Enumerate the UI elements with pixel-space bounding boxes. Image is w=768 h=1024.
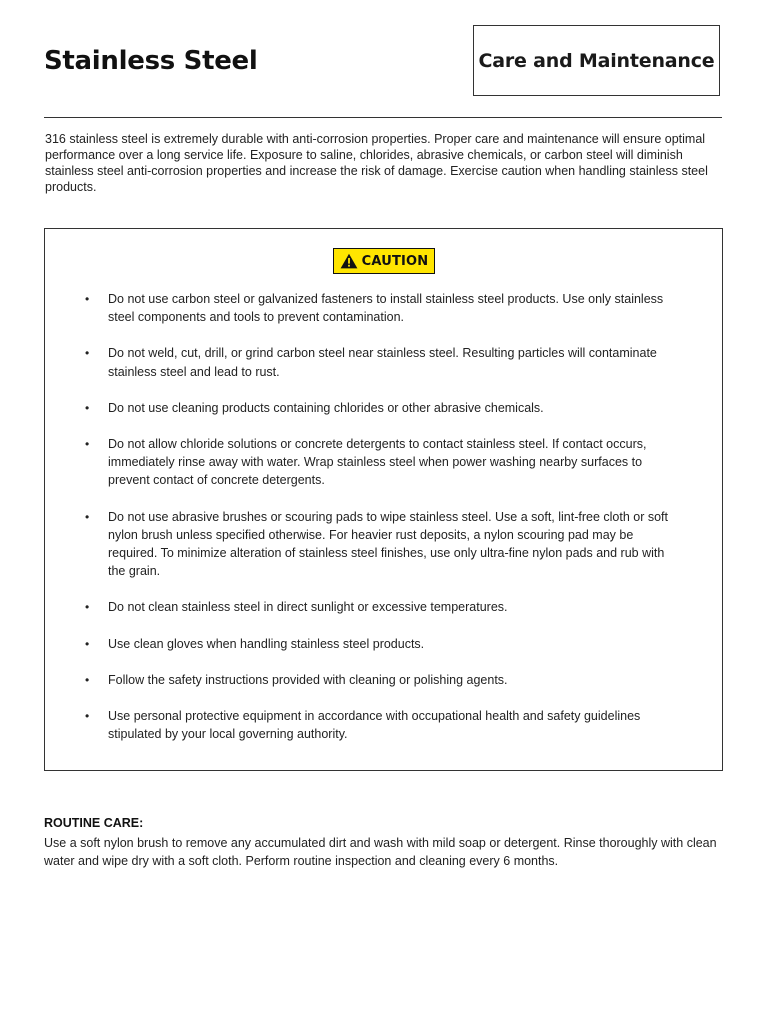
caution-item-text: Do not use carbon steel or galvanized fasteners to install stainless steel products. Use only stainless steel components and tools to prevent contamination. [108, 292, 664, 325]
caution-item: • Do not allow chloride solutions or concrete detergents to contact stainless steel. If contact occurs, immediately rinse away with water. Wrap stainless steel when power washing nearby surfaces to prevent contact of concrete detergents. [85, 437, 647, 488]
caution-list [85, 290, 685, 761]
caution-item-text: Do not use abrasive brushes or scouring pads to wipe stainless steel. Use a soft, lint-free cloth or soft nylon brush unless specified otherwise. For heavier rust deposits, a nylon scouring pad may be required. To minimize alteration of stainless steel finishes, use only ultra-fine nylon pads and rub with the grain. [108, 509, 668, 579]
caution-item-text: Do not allow chloride solutions or concrete detergents to contact stainless steel. If contact occurs, immediately rinse away with water. Wrap stainless steel when power washing nearby surfaces to prevent contact of concrete detergents. [108, 437, 647, 488]
caution-item-text: Use clean gloves when handling stainless steel products. [108, 636, 425, 651]
routine-care-text: Use a soft nylon brush to remove any accumulated dirt and wash with mild soap or detergent. Rinse thoroughly with clean water and wipe dry with a soft cloth. Perform routine inspection and cleaning every 6 months. [44, 836, 717, 868]
routine-care-heading: ROUTINE CARE: [44, 816, 144, 830]
section-label: Care and Maintenance [478, 49, 715, 72]
caution-item: • Use personal protective equipment in accordance with occupational health and safety guidelines stipulated by your local governing authority. [85, 709, 641, 742]
caution-item: • Do not clean stainless steel in direct sunlight or excessive temperatures. [85, 600, 508, 615]
warning-triangle-icon [340, 253, 358, 269]
caution-item: • Do not use abrasive brushes or scouring pads to wipe stainless steel. Use a soft, lint-free cloth or soft nylon brush unless specified otherwise. For heavier rust deposits, a nylon scouring pad may be required. To minimize alteration of stainless steel finishes, use only ultra-fine nylon pads and rub with the grain. [85, 509, 668, 579]
section-label-box [473, 25, 720, 96]
caution-item: • Follow the safety instructions provided with cleaning or polishing agents. [85, 672, 508, 687]
header-divider [44, 117, 722, 118]
caution-badge [333, 248, 435, 274]
caution-panel [44, 228, 723, 771]
caution-item-text: Use personal protective equipment in accordance with occupational health and safety guidelines stipulated by your local governing authority. [108, 709, 641, 742]
page-title: Stainless Steel [44, 46, 258, 76]
caution-item-text: Do not weld, cut, drill, or grind carbon steel near stainless steel. Resulting particles will contaminate stainless steel and lead to rust. [108, 346, 657, 379]
caution-item-text: Do not clean stainless steel in direct sunlight or excessive temperatures. [108, 600, 508, 615]
caution-item: • Do not weld, cut, drill, or grind carbon steel near stainless steel. Resulting particles will contaminate stainless steel and lead to rust. [85, 346, 657, 379]
intro-paragraph: 316 stainless steel is extremely durable with anti-corrosion properties. Proper care and maintenance will ensure optimal performance over a long service life. Exposure to saline, chlorides, abrasive chemicals, or carbon steel will diminish stainless steel anti-corrosion properties and increase the risk of damage. Exercise caution when handling stainless steel products. [45, 132, 708, 194]
caution-item: • Use clean gloves when handling stainless steel products. [85, 636, 425, 651]
caution-item-text: Follow the safety instructions provided with cleaning or polishing agents. [108, 672, 508, 687]
caution-label: CAUTION [361, 253, 429, 269]
caution-item-text: Do not use cleaning products containing chlorides or other abrasive chemicals. [108, 400, 544, 415]
caution-item: • Do not use cleaning products containing chlorides or other abrasive chemicals. [85, 400, 544, 415]
caution-item: • Do not use carbon steel or galvanized fasteners to install stainless steel products. Use only stainless steel components and tools to prevent contamination. [85, 292, 664, 325]
